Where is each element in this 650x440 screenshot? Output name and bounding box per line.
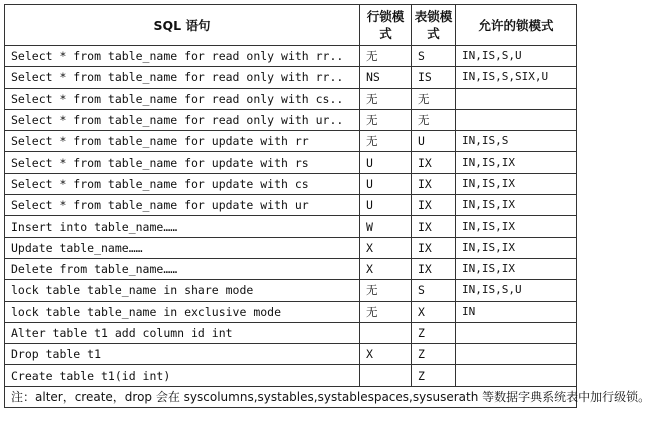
- cell-table-lock-mode: IX: [412, 195, 456, 216]
- table-row: [5, 152, 577, 173]
- cell-table-lock-mode: IS: [412, 67, 456, 88]
- cell-sql-statement: Select * from table_name for update with cs: [5, 173, 360, 194]
- cell-sql-statement: Update table_name……: [5, 237, 360, 258]
- cell-sql-statement: Alter table t1 add column id int: [5, 322, 360, 343]
- cell-table-lock-mode: 无: [412, 109, 456, 130]
- cell-table-lock-mode: S: [412, 46, 456, 67]
- cell-sql-statement: Select * from table_name for update with rs: [5, 152, 360, 173]
- cell-allowed-lock-modes: IN,IS,S,U: [456, 46, 577, 67]
- cell-row-lock-mode: 无: [360, 131, 412, 152]
- cell-sql-statement: lock table table_name in exclusive mode: [5, 301, 360, 322]
- cell-allowed-lock-modes: IN,IS,IX: [456, 258, 577, 279]
- cell-row-lock-mode: NS: [360, 67, 412, 88]
- cell-allowed-lock-modes: IN,IS,IX: [456, 152, 577, 173]
- header-table-lock-mode: 表锁模式: [412, 5, 456, 46]
- cell-allowed-lock-modes: [456, 88, 577, 109]
- cell-row-lock-mode: 无: [360, 109, 412, 130]
- cell-allowed-lock-modes: IN,IS,IX: [456, 237, 577, 258]
- table-row: [5, 195, 577, 216]
- cell-row-lock-mode: X: [360, 258, 412, 279]
- table-row: [5, 46, 577, 67]
- table-row: [5, 216, 577, 237]
- cell-allowed-lock-modes: IN,IS,S,U: [456, 280, 577, 301]
- cell-row-lock-mode: 无: [360, 301, 412, 322]
- table-row: [5, 131, 577, 152]
- cell-row-lock-mode: U: [360, 173, 412, 194]
- cell-allowed-lock-modes: IN,IS,IX: [456, 173, 577, 194]
- header-row-lock-mode: 行锁模式: [360, 5, 412, 46]
- header-allowed-lock-modes: 允许的锁模式: [456, 5, 577, 46]
- lock-mode-table: [4, 4, 650, 408]
- table-row: [5, 365, 577, 386]
- cell-sql-statement: Insert into table_name……: [5, 216, 360, 237]
- cell-row-lock-mode: 无: [360, 88, 412, 109]
- note-row: [5, 386, 577, 407]
- table-row: [5, 322, 577, 343]
- cell-row-lock-mode: U: [360, 195, 412, 216]
- cell-table-lock-mode: X: [412, 301, 456, 322]
- cell-allowed-lock-modes: IN,IS,IX: [456, 216, 577, 237]
- cell-allowed-lock-modes: [456, 344, 577, 365]
- cell-sql-statement: lock table table_name in share mode: [5, 280, 360, 301]
- table-row: [5, 67, 577, 88]
- cell-sql-statement: Select * from table_name for read only with rr..: [5, 67, 360, 88]
- cell-table-lock-mode: IX: [412, 237, 456, 258]
- cell-allowed-lock-modes: IN,IS,S,SIX,U: [456, 67, 577, 88]
- table-row: [5, 237, 577, 258]
- cell-table-lock-mode: Z: [412, 344, 456, 365]
- cell-row-lock-mode: [360, 365, 412, 386]
- table-row: [5, 173, 577, 194]
- cell-row-lock-mode: U: [360, 152, 412, 173]
- table-header-row: [5, 5, 577, 46]
- table-row: [5, 258, 577, 279]
- cell-allowed-lock-modes: [456, 365, 577, 386]
- cell-table-lock-mode: U: [412, 131, 456, 152]
- table-row: [5, 109, 577, 130]
- cell-table-lock-mode: IX: [412, 152, 456, 173]
- cell-sql-statement: Drop table t1: [5, 344, 360, 365]
- table-row: [5, 280, 577, 301]
- table-row: [5, 88, 577, 109]
- cell-sql-statement: Delete from table_name……: [5, 258, 360, 279]
- lock-mode-table-container: [4, 4, 650, 408]
- cell-table-lock-mode: Z: [412, 365, 456, 386]
- cell-sql-statement: Select * from table_name for read only with ur..: [5, 109, 360, 130]
- cell-row-lock-mode: [360, 322, 412, 343]
- cell-allowed-lock-modes: IN: [456, 301, 577, 322]
- cell-row-lock-mode: 无: [360, 46, 412, 67]
- cell-row-lock-mode: X: [360, 237, 412, 258]
- cell-sql-statement: Select * from table_name for update with rr: [5, 131, 360, 152]
- cell-allowed-lock-modes: [456, 109, 577, 130]
- cell-row-lock-mode: X: [360, 344, 412, 365]
- table-body: [5, 46, 577, 387]
- cell-sql-statement: Select * from table_name for update with ur: [5, 195, 360, 216]
- cell-sql-statement: Create table t1(id int): [5, 365, 360, 386]
- table-row: [5, 344, 577, 365]
- cell-table-lock-mode: IX: [412, 258, 456, 279]
- cell-sql-statement: Select * from table_name for read only with cs..: [5, 88, 360, 109]
- cell-row-lock-mode: W: [360, 216, 412, 237]
- table-note: 注：alter，create，drop 会在 syscolumns,systables,systablespaces,sysuserath 等数据字典系统表中加行级锁。: [5, 386, 577, 407]
- header-sql-statement: SQL 语句: [5, 5, 360, 46]
- cell-sql-statement: Select * from table_name for read only with rr..: [5, 46, 360, 67]
- cell-allowed-lock-modes: IN,IS,IX: [456, 195, 577, 216]
- cell-table-lock-mode: IX: [412, 216, 456, 237]
- cell-table-lock-mode: S: [412, 280, 456, 301]
- cell-table-lock-mode: IX: [412, 173, 456, 194]
- cell-table-lock-mode: 无: [412, 88, 456, 109]
- cell-table-lock-mode: Z: [412, 322, 456, 343]
- cell-allowed-lock-modes: [456, 322, 577, 343]
- cell-allowed-lock-modes: IN,IS,S: [456, 131, 577, 152]
- cell-row-lock-mode: 无: [360, 280, 412, 301]
- table-row: [5, 301, 577, 322]
